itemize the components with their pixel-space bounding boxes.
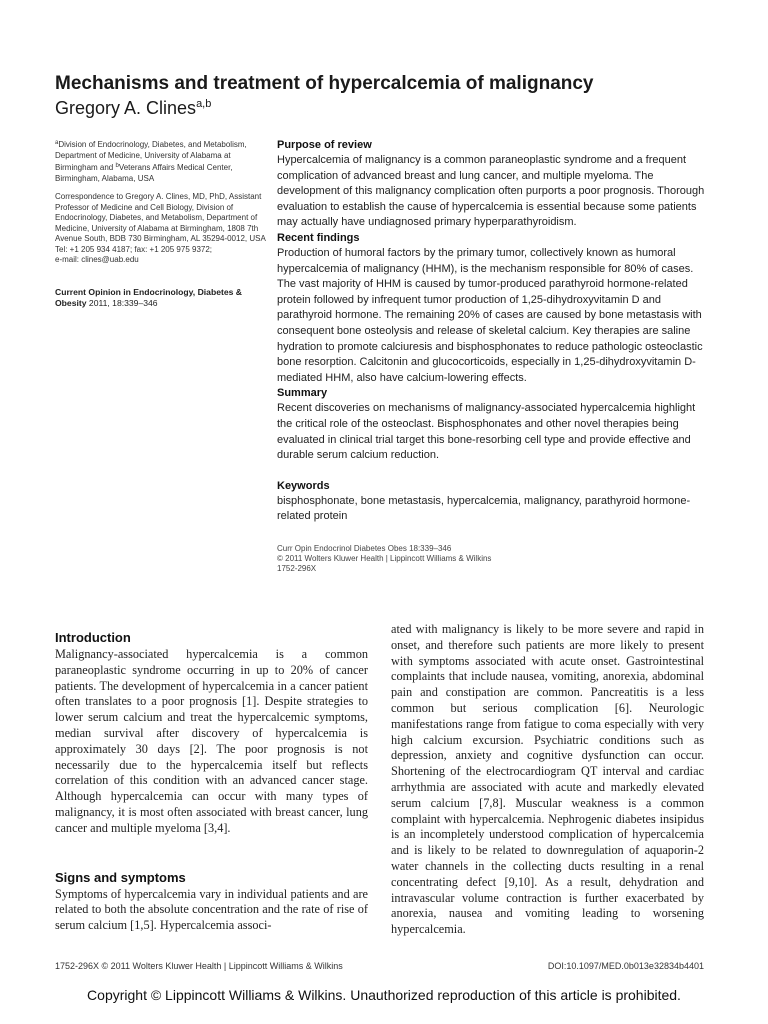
keywords-text: bisphosphonate, bone metastasis, hypercalcemia, malignancy, parathyroid hormone-related protein bbox=[277, 494, 691, 523]
purpose-text: Hypercalcemia of malignancy is a common paraneoplastic syndrome and a frequent complication of advanced breast and lung cancer, and multiple myeloma. The development of this malignancy complication often purports a poor prognosis. Thorough evaluation to establish the cause of hypercalcemia is essential because some patients may actually have undiagnosed primary hyperparathyroidism. bbox=[277, 154, 705, 229]
affiliation-mark-a: a bbox=[55, 140, 59, 146]
copyright-notice: Copyright © Lippincott Williams & Wilkins. Unauthorized reproduction of this article is prohibited. bbox=[87, 987, 681, 1003]
introduction-heading: Introduction bbox=[55, 630, 131, 645]
affiliations-block bbox=[55, 138, 267, 274]
citation-line-1: Curr Opin Endocrinol Diabetes Obes 18:339–346 bbox=[277, 544, 452, 553]
journal-reference bbox=[55, 287, 267, 309]
affiliation-text bbox=[55, 138, 267, 184]
signs-heading: Signs and symptoms bbox=[55, 869, 186, 885]
article-title: Mechanisms and treatment of hypercalcemia of malignancy bbox=[55, 73, 594, 94]
body-column-left bbox=[55, 630, 368, 934]
journal-details: 2011, 18:339–346 bbox=[86, 298, 158, 308]
purpose-heading: Purpose of review bbox=[277, 139, 372, 151]
citation-line-2: © 2011 Wolters Kluwer Health | Lippincott Williams & Wilkins bbox=[277, 554, 492, 563]
author-line bbox=[55, 94, 211, 118]
signs-text: Symptoms of hypercalcemia vary in individual patients and are related to both the absolute concentration and the rate of rise of serum calcium [1,5]. Hypercalcemia associ- bbox=[55, 886, 368, 933]
findings-text: Production of humoral factors by the primary tumor, collectively known as humoral hypercalcemia of malignancy (HHM), is the mechanism responsible for 80% of cases. The vast majority of HHM is caused by tumor-produced parathyroid hormone-related protein followed by infrequent tumor production of 1,25-dihydroxyvitamin D and parathyroid hormone. The remaining 20% of cases are caused by bone metastasis with consequent bone osteolysis and release of skeletal calcium. Key therapies are saline hydration to promote calciuresis and bisphosphonates to reduce pathologic osteoclastic bone resorption. Calcitonin and glucocorticoids, especially in 1,25-dihydroxyvitamin D-mediated HHM, also have calcium-lowering effects. bbox=[277, 246, 703, 384]
summary-heading: Summary bbox=[277, 387, 328, 400]
tel-fax: Tel: +1 205 934 4187; fax: +1 205 975 9372; bbox=[55, 244, 213, 254]
correspondence-block bbox=[55, 192, 267, 266]
author-affiliation-marks: a,b bbox=[196, 98, 212, 110]
keywords-block bbox=[277, 479, 707, 525]
citation-line-3: 1752-296X bbox=[277, 564, 317, 573]
footer-issn: 1752-296X © 2011 Wolters Kluwer Health | Lippincott Williams & Wilkins bbox=[55, 961, 343, 971]
correspondence-address: Correspondence to Gregory A. Clines, MD, PhD, Assistant Professor of Medicine and Cell Biology, Division of Endocrinology, Diabetes, and Metabolism, Department of Medicine, University of Alabama at Birmingham, 1808 7th Avenue South, BDB 730 Birmingham, AL 35294-0012, USA bbox=[55, 192, 266, 243]
abstract bbox=[277, 138, 707, 525]
keywords-heading: Keywords bbox=[277, 479, 330, 492]
affiliation-mark-b: b bbox=[115, 163, 119, 169]
author-name: Gregory A. Clines bbox=[55, 98, 197, 118]
footer-doi: DOI:10.1097/MED.0b013e32834b4401 bbox=[547, 961, 704, 971]
citation-block bbox=[277, 544, 577, 574]
email-address: e-mail: clines@uab.edu bbox=[55, 255, 139, 264]
findings-heading: Recent findings bbox=[277, 231, 360, 244]
signs-continued-text: ated with malignancy is likely to be more severe and rapid in onset, and therefore such patients are more likely to present with symptoms associated with acute onset. Gastrointestinal complaints that include nausea, vomiting, anorexia, abdominal pain and constipation are common. Pancreatitis is a less common but serious complication [6]. Neurologic manifestations range from fatigue to coma especially with very high calcium excursion. Psychiatric conditions such as depression, anxiety and cognitive dysfunction can occur. Shortening of the electrocardiogram QT interval and cardiac arrhythmia are associated with acute and markedly elevated serum calcium [7,8]. Muscular weakness is a common complaint with hypercalcemia. Nephrogenic diabetes insipidus is an incompletely understood complication of hypercalcemia and is likely to be related to downregulation of aquaporin-2 water channels in the collecting ducts resulting in a renal concentrating defect [9,10]. As a result, dehydration and intravascular volume contraction is further exacerbated by anorexia, nausea and vomiting leading to worsening hypercalcemia. bbox=[391, 622, 704, 937]
journal-name: Current Opinion in Endocrinology, Diabetes & Obesity bbox=[55, 287, 243, 308]
body-column-right bbox=[391, 622, 704, 938]
affiliation-b: Veterans Affairs Medical Center, Birmingham, Alabama, USA bbox=[55, 163, 233, 183]
introduction-text: Malignancy-associated hypercalcemia is a common paraneoplastic syndrome occurring in up to 20% of cancer patients. The development of hypercalcemia in a cancer patient often translates to a poor prognosis [1]. Despite strategies to lower serum calcium and treat the hypercalcemic symptoms, median survival after discovery of hypercalcemia is approximately 30 days [2]. The poor prognosis is not necessarily due to the hypercalcemia itself but reflects correlation of this condition with an advanced cancer stage. Although hypercalcemia can occur with many types of malignancy, it is most often associated with breast cancer, lung cancer and multiple myeloma [3,4]. bbox=[55, 647, 368, 835]
affiliation-a: Division of Endocrinology, Diabetes, and Metabolism, Department of Medicine, University of Alabama at Birmingham and bbox=[55, 140, 247, 172]
summary-text: Recent discoveries on mechanisms of malignancy-associated hypercalcemia highlight the critical role of the osteoclast. Bisphosphonates and other novel therapies being evaluated in clinical trial target this bone-resorbing cell type and provide effective and durable serum calcium reduction. bbox=[277, 402, 696, 462]
